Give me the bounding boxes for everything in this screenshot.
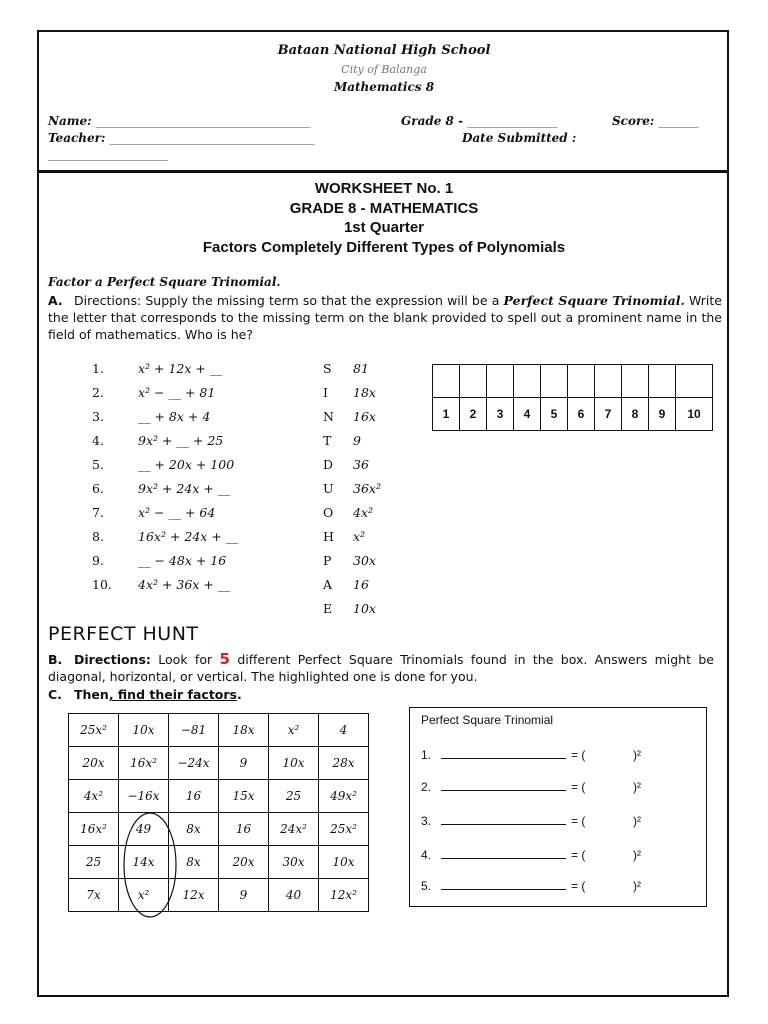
answer-number: 5 [541,398,568,431]
grade-label: Grade 8 - [401,114,464,128]
choice-item: P 30x [323,553,376,568]
table-row [69,747,369,780]
answer-number: 8 [622,398,649,431]
answer-blank[interactable] [541,365,568,398]
table-row [69,714,369,747]
list-item: 4. 9x² + __ + 25 [92,433,224,448]
topic-title: Factors Completely Different Types of Polynomials [202,239,566,256]
part-c-letter: C. [48,687,62,702]
score-label: Score: [612,114,655,128]
grid-cell[interactable]: 20x [219,846,269,879]
grid-cell[interactable]: 10x [269,747,319,780]
date-blank[interactable]: ________________________ [48,150,168,161]
part-a-heading: Factor a Perfect Square Trinomial. [48,275,281,289]
list-item: 9. __ − 48x + 16 [92,553,227,568]
pst-answer-blank[interactable] [441,877,566,890]
answer-blank[interactable] [460,365,487,398]
part-b-count: 5 [219,650,230,668]
list-item: 8. 16x² + 24x + __ [92,529,239,544]
perfect-hunt-title: PERFECT HUNT [48,623,199,645]
grid-cell[interactable]: 15x [219,780,269,813]
answer-number: 7 [595,398,622,431]
answer-box [432,364,713,431]
date-row [462,131,576,145]
part-b-dir-1: Look for [158,652,213,667]
choice-item: I 18x [323,385,376,400]
answer-blank[interactable] [595,365,622,398]
pst-answer-blank[interactable] [441,778,566,791]
answer-number: 2 [460,398,487,431]
grid-cell[interactable]: 16x² [69,813,119,846]
part-c-rest: , find their factors [108,687,237,702]
table-row [69,813,369,846]
table-row [69,780,369,813]
grid-cell[interactable]: −24x [169,747,219,780]
choice-item: S 81 [323,361,369,376]
quarter-title: 1st Quarter [343,219,425,236]
pst-answer-blank[interactable] [441,812,566,825]
hunt-grid [68,713,369,912]
list-item: 7. x² − __ + 64 [92,505,216,520]
pst-answer-blank[interactable] [441,746,566,759]
date-label: Date Submitted : [462,131,577,145]
grid-cell[interactable]: 28x [319,747,369,780]
teacher-label: Teacher: [48,131,106,145]
grid-cell[interactable]: 4 [319,714,369,747]
name-blank[interactable]: ___________________________________________ [95,117,311,128]
list-item: 1. x² + 12x + __ [92,361,223,376]
pst-answer-blank[interactable] [441,846,566,859]
answer-number: 10 [676,398,713,431]
choice-item: O 4x² [323,505,374,520]
worksheet-title: WORKSHEET No. 1 [314,180,454,197]
part-b-letter: B. [48,652,63,667]
grid-cell[interactable]: 40 [269,879,319,912]
grid-cell[interactable]: 25 [69,846,119,879]
pst-row: 3. = ( )² [421,814,641,828]
pst-row: 2. = ( )² [421,780,641,794]
choice-item: H x² [323,529,366,544]
choice-item: E 10x [323,601,376,616]
grid-cell[interactable]: 25x² [69,714,119,747]
answer-blank[interactable] [487,365,514,398]
list-item: 10. 4x² + 36x + __ [92,577,231,592]
grid-cell[interactable]: 9 [219,879,269,912]
part-a-letter: A. [48,293,63,308]
grid-cell[interactable]: −81 [169,714,219,747]
grid-cell[interactable]: 30x [269,846,319,879]
choice-item: D 36 [323,457,369,472]
part-c-line [48,686,242,703]
grid-cell[interactable]: 49 [119,813,169,846]
grid-cell[interactable]: 10x [119,714,169,747]
answer-blank[interactable] [514,365,541,398]
grid-cell[interactable]: x² [119,879,169,912]
pst-title: Perfect Square Trinomial [421,713,554,727]
city-name: City of Balanga [341,63,427,76]
table-row [69,879,369,912]
part-a-dir-1: Directions: Supply the missing term so that the expression will be a [74,293,500,308]
answer-number: 6 [568,398,595,431]
grid-cell[interactable]: 18x [219,714,269,747]
part-a-dir-2: Write the letter that corresponds to the missing term on the blank provided to spell out a prominent name in the field of mathematics. Who is he? [48,293,722,342]
list-item: 6. 9x² + 24x + __ [92,481,231,496]
name-row [48,114,311,128]
teacher-blank[interactable]: _________________________________________ [109,134,315,145]
score-row [612,114,699,128]
list-item: 2. x² − __ + 81 [92,385,216,400]
school-name: Bataan National High School [277,43,491,58]
choice-item: U 36x² [323,481,381,496]
grid-cell[interactable]: 49x² [319,780,369,813]
grid-cell[interactable]: −16x [119,780,169,813]
grid-cell[interactable]: 10x [319,846,369,879]
grade-title: GRADE 8 - MATHEMATICS [289,200,479,217]
answer-number: 9 [649,398,676,431]
part-b-dir-label: Directions: [74,652,151,667]
grid-cell[interactable]: 12x² [319,879,369,912]
answer-blank[interactable] [433,365,460,398]
grid-cell[interactable]: 12x [169,879,219,912]
grid-cell[interactable]: 16 [169,780,219,813]
part-b-directions [48,651,714,685]
grade-blank[interactable]: __________________ [467,117,558,128]
grid-cell[interactable]: x² [269,714,319,747]
part-a-dir-bold: Perfect Square Trinomial. [503,293,685,308]
grid-cell[interactable]: 14x [119,846,169,879]
part-a-directions [48,292,722,343]
answer-number: 3 [487,398,514,431]
grid-cell[interactable]: 25 [269,780,319,813]
part-c-period: . [236,687,242,702]
subject-name: Mathematics 8 [333,80,435,94]
list-item: 5. __ + 20x + 100 [92,457,235,472]
name-label: Name: [48,114,92,128]
grid-cell[interactable]: 8x [169,846,219,879]
grid-cell[interactable]: 16x² [119,747,169,780]
pst-row: 5. = ( )² [421,879,641,893]
grid-cell[interactable]: 7x [69,879,119,912]
answer-blank[interactable] [676,365,713,398]
grid-cell[interactable]: 20x [69,747,119,780]
grid-cell[interactable]: 24x² [269,813,319,846]
answer-blank[interactable] [568,365,595,398]
answer-blank[interactable] [649,365,676,398]
choice-item: T 9 [323,433,361,448]
answer-blank[interactable] [622,365,649,398]
answer-number: 1 [433,398,460,431]
pst-row: 1. = ( )² [421,748,641,762]
answer-number: 4 [514,398,541,431]
choice-item: A 16 [323,577,369,592]
grade-row [401,114,557,128]
list-item: 3. __ + 8x + 4 [92,409,211,424]
grid-cell[interactable]: 8x [169,813,219,846]
grid-cell[interactable]: 16 [219,813,269,846]
teacher-row [48,131,315,145]
table-row [69,846,369,879]
grid-cell[interactable]: 9 [219,747,269,780]
grid-cell[interactable]: 25x² [319,813,369,846]
part-b-dir-2: different Perfect Square Trinomials found in the box. Answers might be diagonal, horizontal, or vertical. The highlighted one is done for you. [48,652,714,684]
grid-cell[interactable]: 4x² [69,780,119,813]
part-c-then: Then [74,687,109,702]
choice-item: N 16x [323,409,376,424]
pst-row: 4. = ( )² [421,848,641,862]
score-blank[interactable]: ________ [658,117,699,128]
